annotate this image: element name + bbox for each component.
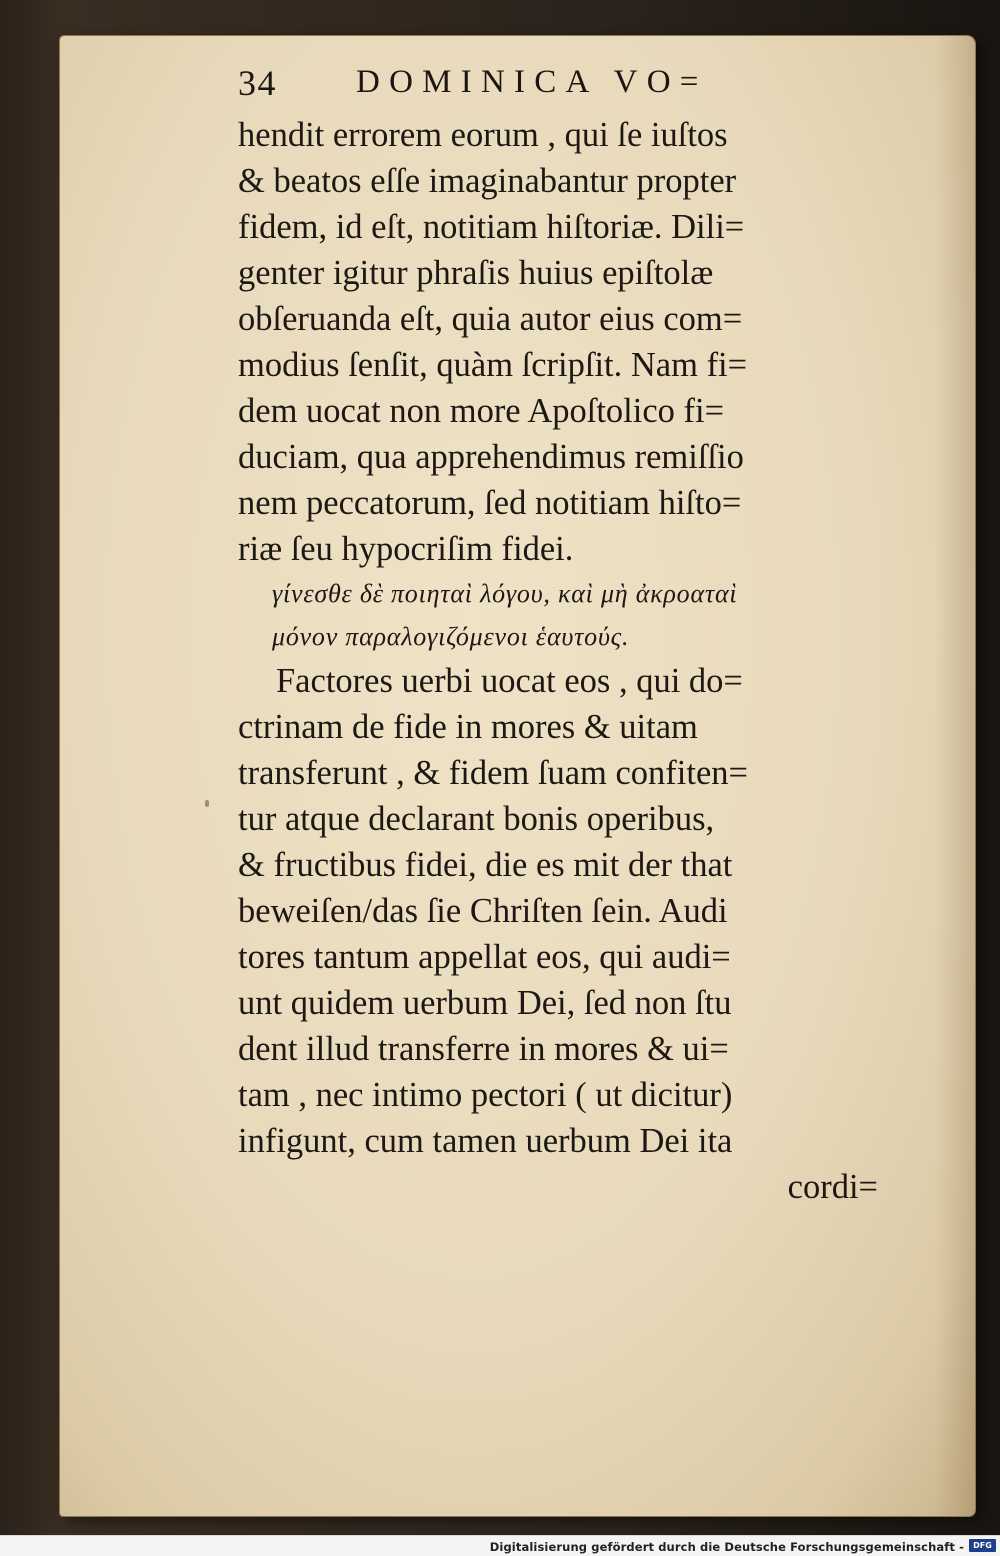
greek-quote-line: γίνεσθε δὲ ποιηταὶ λόγου, καὶ μὴ ἀκροαταὶ <box>272 579 738 608</box>
text-line: transferunt , & fidem ſuam confiten= <box>238 754 748 792</box>
text-line: duciam, qua apprehendimus remiſſio <box>238 438 744 476</box>
dfg-logo: DFG <box>969 1539 996 1552</box>
text-line: & fructibus fidei, die es mit der that <box>238 846 733 884</box>
margin-mark <box>205 800 209 807</box>
body-text <box>238 112 878 1210</box>
text-line: beweiſen/das ſie Chriſten ſein. Audi <box>238 892 728 930</box>
page-edge-shadow <box>935 36 975 1516</box>
page-header <box>238 62 838 110</box>
text-line: unt quidem uerbum Dei, ſed non ſtu <box>238 984 732 1022</box>
text-line: & beatos eſſe imaginabantur propter <box>238 162 737 200</box>
text-line: dent illud transferre in mores & ui= <box>238 1030 729 1068</box>
funding-credit: Digitalisierung gefördert durch die Deutsche Forschungsgemeinschaft - <box>489 1540 964 1554</box>
text-line: ctrinam de fide in mores & uitam <box>238 708 698 746</box>
text-line: tur atque declarant bonis operibus, <box>238 800 715 838</box>
text-line: obſeruanda eſt, quia autor eius com= <box>238 300 743 338</box>
running-head: DOMINICA VO= <box>356 64 708 100</box>
text-line: fidem, id eſt, notitiam hiſtoriæ. Dili= <box>238 208 745 246</box>
text-line: modius ſenſit, quàm ſcripſit. Nam fi= <box>238 346 748 384</box>
text-line: nem peccatorum, ſed notitiam hiſto= <box>238 484 742 522</box>
text-line: infigunt, cum tamen uerbum Dei ita <box>238 1122 733 1160</box>
catchword: cordi= <box>787 1168 878 1206</box>
greek-quote-line: μόνον παραλογιζόμενοι ἑαυτούς. <box>272 622 630 651</box>
text-line: genter igitur phraſis huius epiſtolæ <box>238 254 714 292</box>
text-line: hendit errorem eorum , qui ſe iuſtos <box>238 116 728 154</box>
text-line: tores tantum appellat eos, qui audi= <box>238 938 731 976</box>
text-line: riæ ſeu hypocriſim fidei. <box>238 530 574 568</box>
text-line: dem uocat non more Apoſtolico fi= <box>238 392 725 430</box>
paragraph-first-line: Factores uerbi uocat eos , qui do= <box>276 662 743 700</box>
digitization-footer <box>0 1535 1000 1556</box>
page-number: 34 <box>238 63 277 103</box>
text-line: tam , nec intimo pectori ( ut dicitur) <box>238 1076 733 1114</box>
